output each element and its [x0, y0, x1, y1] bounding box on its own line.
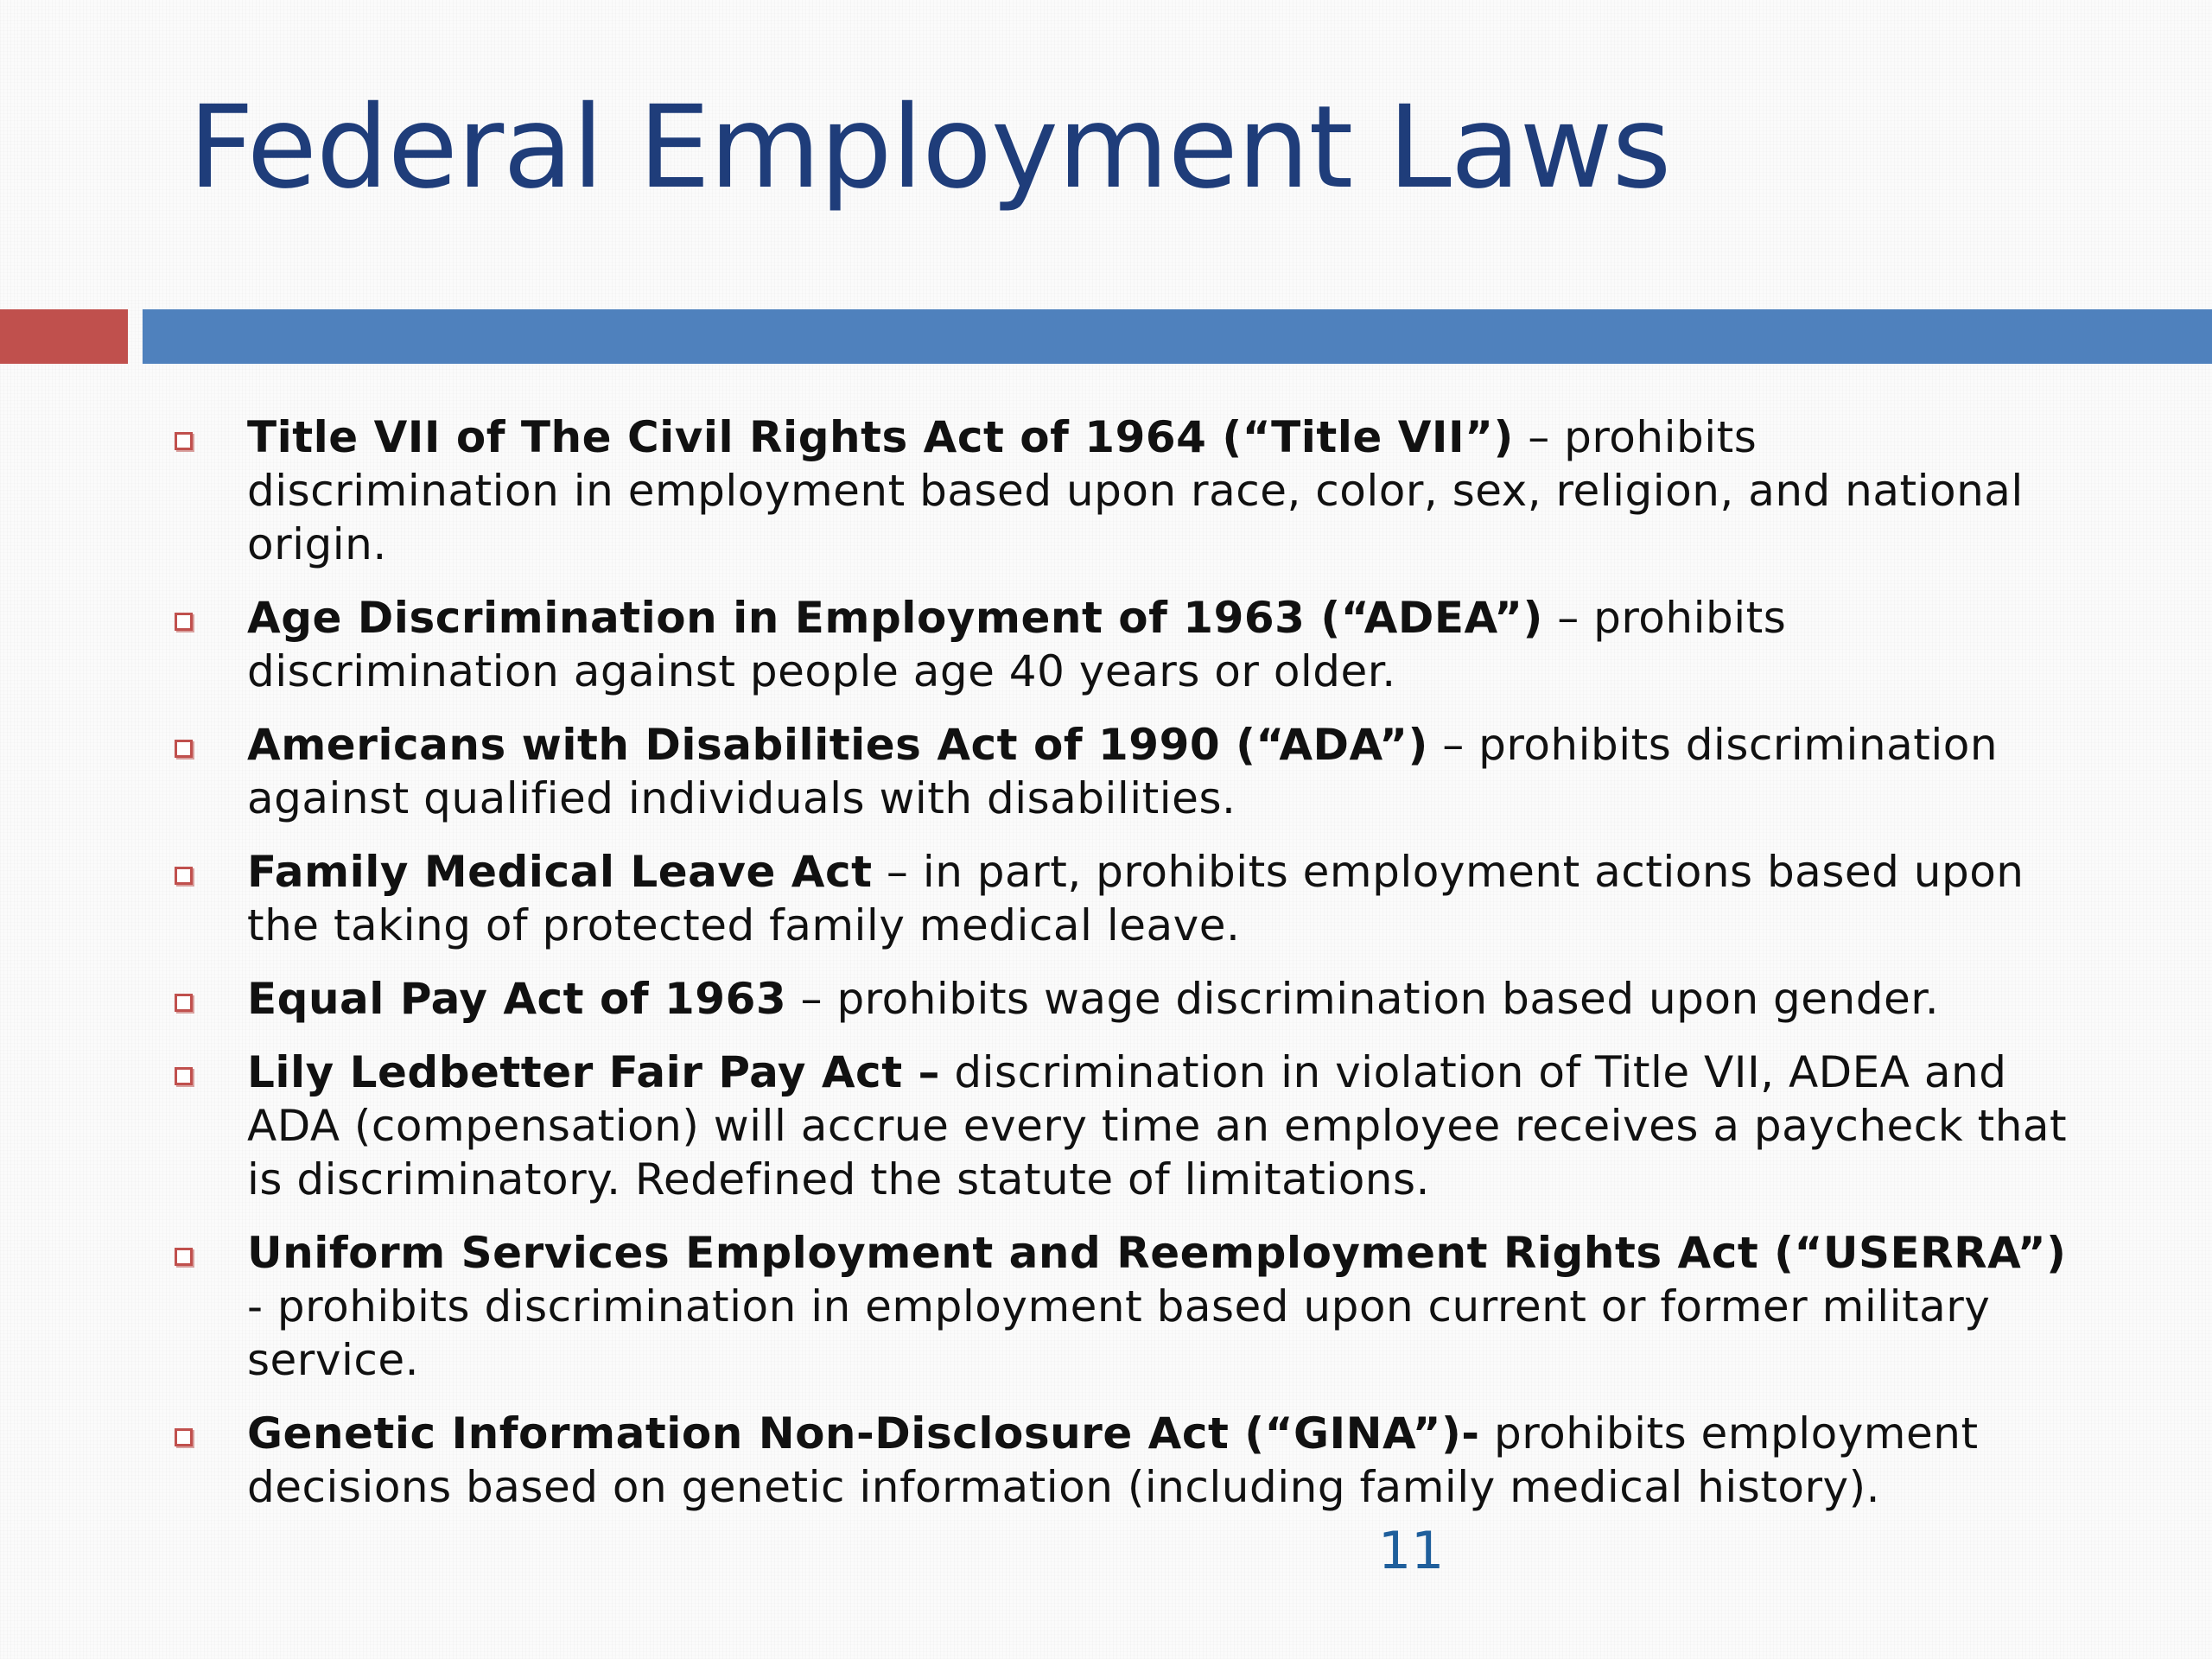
- law-description: – in part, prohibits employment actions based upon the taking of protected family medical leave.: [247, 847, 2024, 950]
- law-description: – prohibits discrimination against qualified individuals with disabilities.: [247, 720, 1999, 823]
- law-item-equal-pay: [169, 972, 2070, 1026]
- hollow-square-bullet-icon: [175, 1067, 193, 1085]
- law-name: Family Medical Leave Act: [247, 847, 873, 897]
- accent-bar-blue: [143, 309, 2212, 364]
- law-name: Americans with Disabilities Act of 1990 (“ADA”): [247, 720, 1428, 770]
- accent-bar-red: [0, 309, 128, 364]
- hollow-square-bullet-icon: [175, 613, 193, 631]
- law-item-gina: [169, 1407, 2070, 1514]
- law-name: Title VII of The Civil Rights Act of 1964 (“Title VII”): [247, 412, 1514, 462]
- law-list: [169, 410, 2070, 1534]
- hollow-square-bullet-icon: [175, 867, 193, 885]
- law-name: Equal Pay Act of 1963: [247, 974, 787, 1024]
- law-description: prohibits employment decisions based on genetic information (including family medical history).: [247, 1408, 1979, 1512]
- law-name: Lily Ledbetter Fair Pay Act –: [247, 1047, 940, 1097]
- law-name: Uniform Services Employment and Reemployment Rights Act (“USERRA”): [247, 1228, 2067, 1278]
- law-item-lily-ledbetter: [169, 1046, 2070, 1206]
- hollow-square-bullet-icon: [175, 432, 193, 450]
- law-description: - prohibits discrimination in employment based upon current or former military service.: [247, 1281, 1991, 1385]
- law-description: discrimination in violation of Title VII, ADEA and ADA (compensation) will accrue every time an employee receives a paycheck that is discriminatory. Redefined the statute of limitations.: [247, 1047, 2068, 1205]
- slide-title: Federal Employment Laws: [188, 81, 1671, 214]
- law-description: – prohibits discrimination against people age 40 years or older.: [247, 593, 1787, 696]
- law-item-title-vii: [169, 410, 2070, 571]
- law-description: – prohibits discrimination in employment based upon race, color, sex, religion, and national origin.: [247, 412, 2024, 569]
- hollow-square-bullet-icon: [175, 740, 193, 758]
- law-description: – prohibits wage discrimination based upon gender.: [786, 974, 1940, 1024]
- law-item-fmla: [169, 845, 2070, 952]
- page-number: 11: [1378, 1521, 1445, 1581]
- law-item-adea: [169, 591, 2070, 698]
- law-name: Age Discrimination in Employment of 1963 (“ADEA”): [247, 593, 1543, 643]
- law-item-userra: [169, 1226, 2070, 1387]
- hollow-square-bullet-icon: [175, 1428, 193, 1446]
- law-item-ada: [169, 718, 2070, 825]
- law-name: Genetic Information Non-Disclosure Act (“GINA”)-: [247, 1408, 1480, 1459]
- hollow-square-bullet-icon: [175, 1248, 193, 1266]
- hollow-square-bullet-icon: [175, 994, 193, 1012]
